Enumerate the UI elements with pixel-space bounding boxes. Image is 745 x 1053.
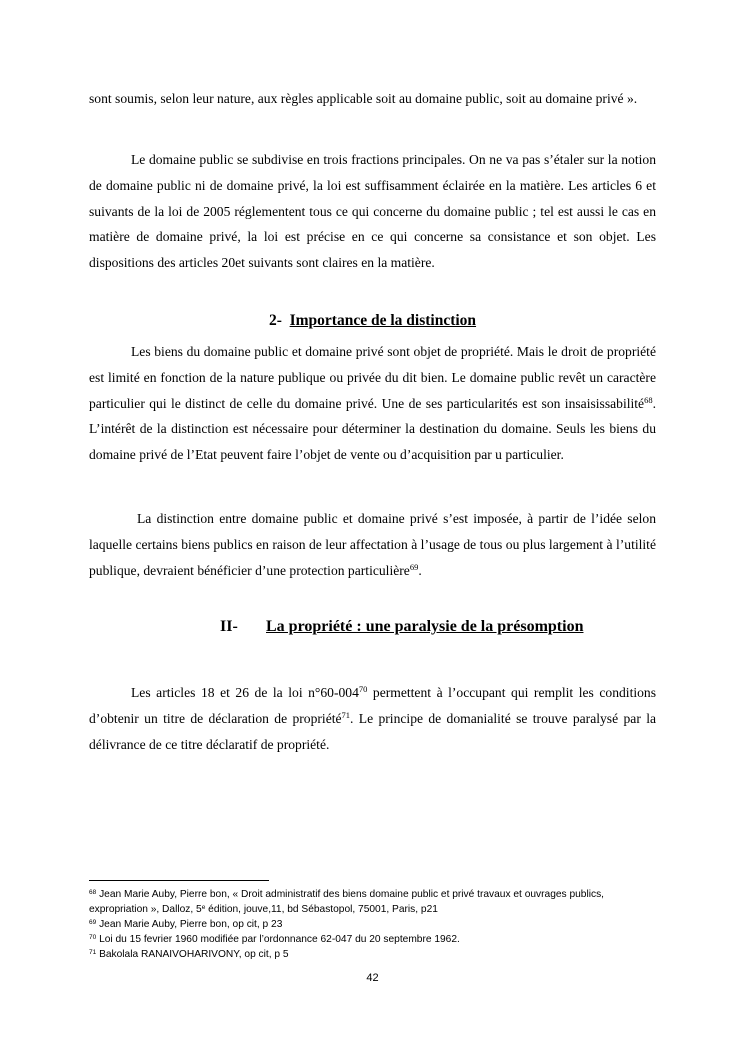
footnote-ref-69[interactable]: 69 [409, 561, 419, 572]
footnote-number: 69 [89, 919, 97, 926]
footnote-69 [89, 918, 659, 933]
heading-number: 2- [268, 312, 282, 329]
footnote-ref-70[interactable]: 70 [358, 684, 368, 694]
paragraph-domaine-public [89, 147, 656, 276]
paragraph-continuation [89, 86, 656, 112]
footnote-text: Jean Marie Auby, Pierre bon, op cit, p 23 [99, 919, 283, 930]
paragraph-text: permettent à l’occupant qui remplit les conditions d’obtenir un titre de déclaration de propriété [89, 685, 657, 726]
section-heading-importance [0, 312, 745, 330]
footnote-text: Jean Marie Auby, Pierre bon, « Droit administratif des biens domaine public et privé travaux et ouvrages publics, expropriation », Dalloz, 5 [89, 889, 604, 915]
paragraph-text: . L’intérêt de la distinction est nécessaire pour déterminer la destination du domaine. Seuls les biens du domaine privé de l’Etat peuvent faire l’objet de vente ou d’acquisition par u particulier. [89, 395, 656, 463]
footnote-68 [89, 888, 659, 918]
footnote-number: 68 [89, 889, 97, 896]
heading-title: La propriété : une paralysie de la présomption [266, 618, 584, 635]
footnote-70 [89, 933, 659, 948]
paragraph-text: sont soumis, selon leur nature, aux règles applicable soit au domaine public, soit au domaine privé ». [89, 91, 638, 106]
paragraph-distinction [89, 506, 656, 583]
footnote-superscript: e [201, 903, 206, 911]
chapter-heading-propriete [220, 618, 583, 636]
heading-title: Importance de la distinction [289, 312, 477, 329]
footnote-number: 70 [89, 934, 97, 941]
footnote-ref-68[interactable]: 68 [644, 394, 653, 405]
footnote-ref-71[interactable]: 71 [341, 709, 351, 720]
paragraph-text: . Le principe de domanialité se trouve paralysé par la délivrance de ce titre déclaratif de propriété. [89, 710, 657, 752]
footnote-separator [89, 880, 269, 881]
paragraph-text: Les biens du domaine public et domaine privé sont objet de propriété. Mais le droit de propriété est limité en fonction de la nature publique ou privée du dit bien. Le domaine public revêt un caractère particulier qui le distinct de celle du domaine privé. Une de ses particularités est son insaisissabilité [89, 344, 656, 411]
footnote-71 [89, 948, 659, 963]
paragraph-articles [89, 680, 656, 757]
paragraph-text: Le domaine public se subdivise en trois fractions principales. On ne va pas s’étaler sur la notion de domaine public ni de domaine privé, la loi est suffisamment éclairée en la matière. Les articles 6 et suivants de la loi de 2005 réglementent tous ce qui concerne du domaine public ; tel est aussi le cas en matière de domaine privé, la loi est précise en ce qui concerne sa consistance et son objet. Les dispositions des articles 20et suivants sont claires en la matière. [89, 152, 656, 271]
footnote-text: édition, jouve,11, bd Sébastopol, 75001, Paris, p21 [205, 903, 438, 915]
paragraph-text: Les articles 18 et 26 de la loi n°60-004 [131, 685, 359, 700]
paragraph-biens-domaine [89, 339, 656, 468]
heading-number: II- [220, 618, 238, 635]
paragraph-text: La distinction entre domaine public et domaine privé s’est imposée, à partir de l’idée selon laquelle certains biens publics en raison de leur affectation à l’usage de tous ou plus largement à l’utilité publique, devraient bénéficier d’une protection particulière [89, 511, 656, 578]
footnote-number: 71 [89, 949, 97, 956]
page-number: 42 [366, 972, 379, 984]
paragraph-text: . [418, 562, 422, 578]
footnote-text: Loi du 15 fevrier 1960 modifiée par l’ordonnance 62-047 du 20 septembre 1962. [99, 934, 460, 945]
footnote-text: Bakolala RANAIVOHARIVONY, op cit, p 5 [99, 949, 289, 960]
